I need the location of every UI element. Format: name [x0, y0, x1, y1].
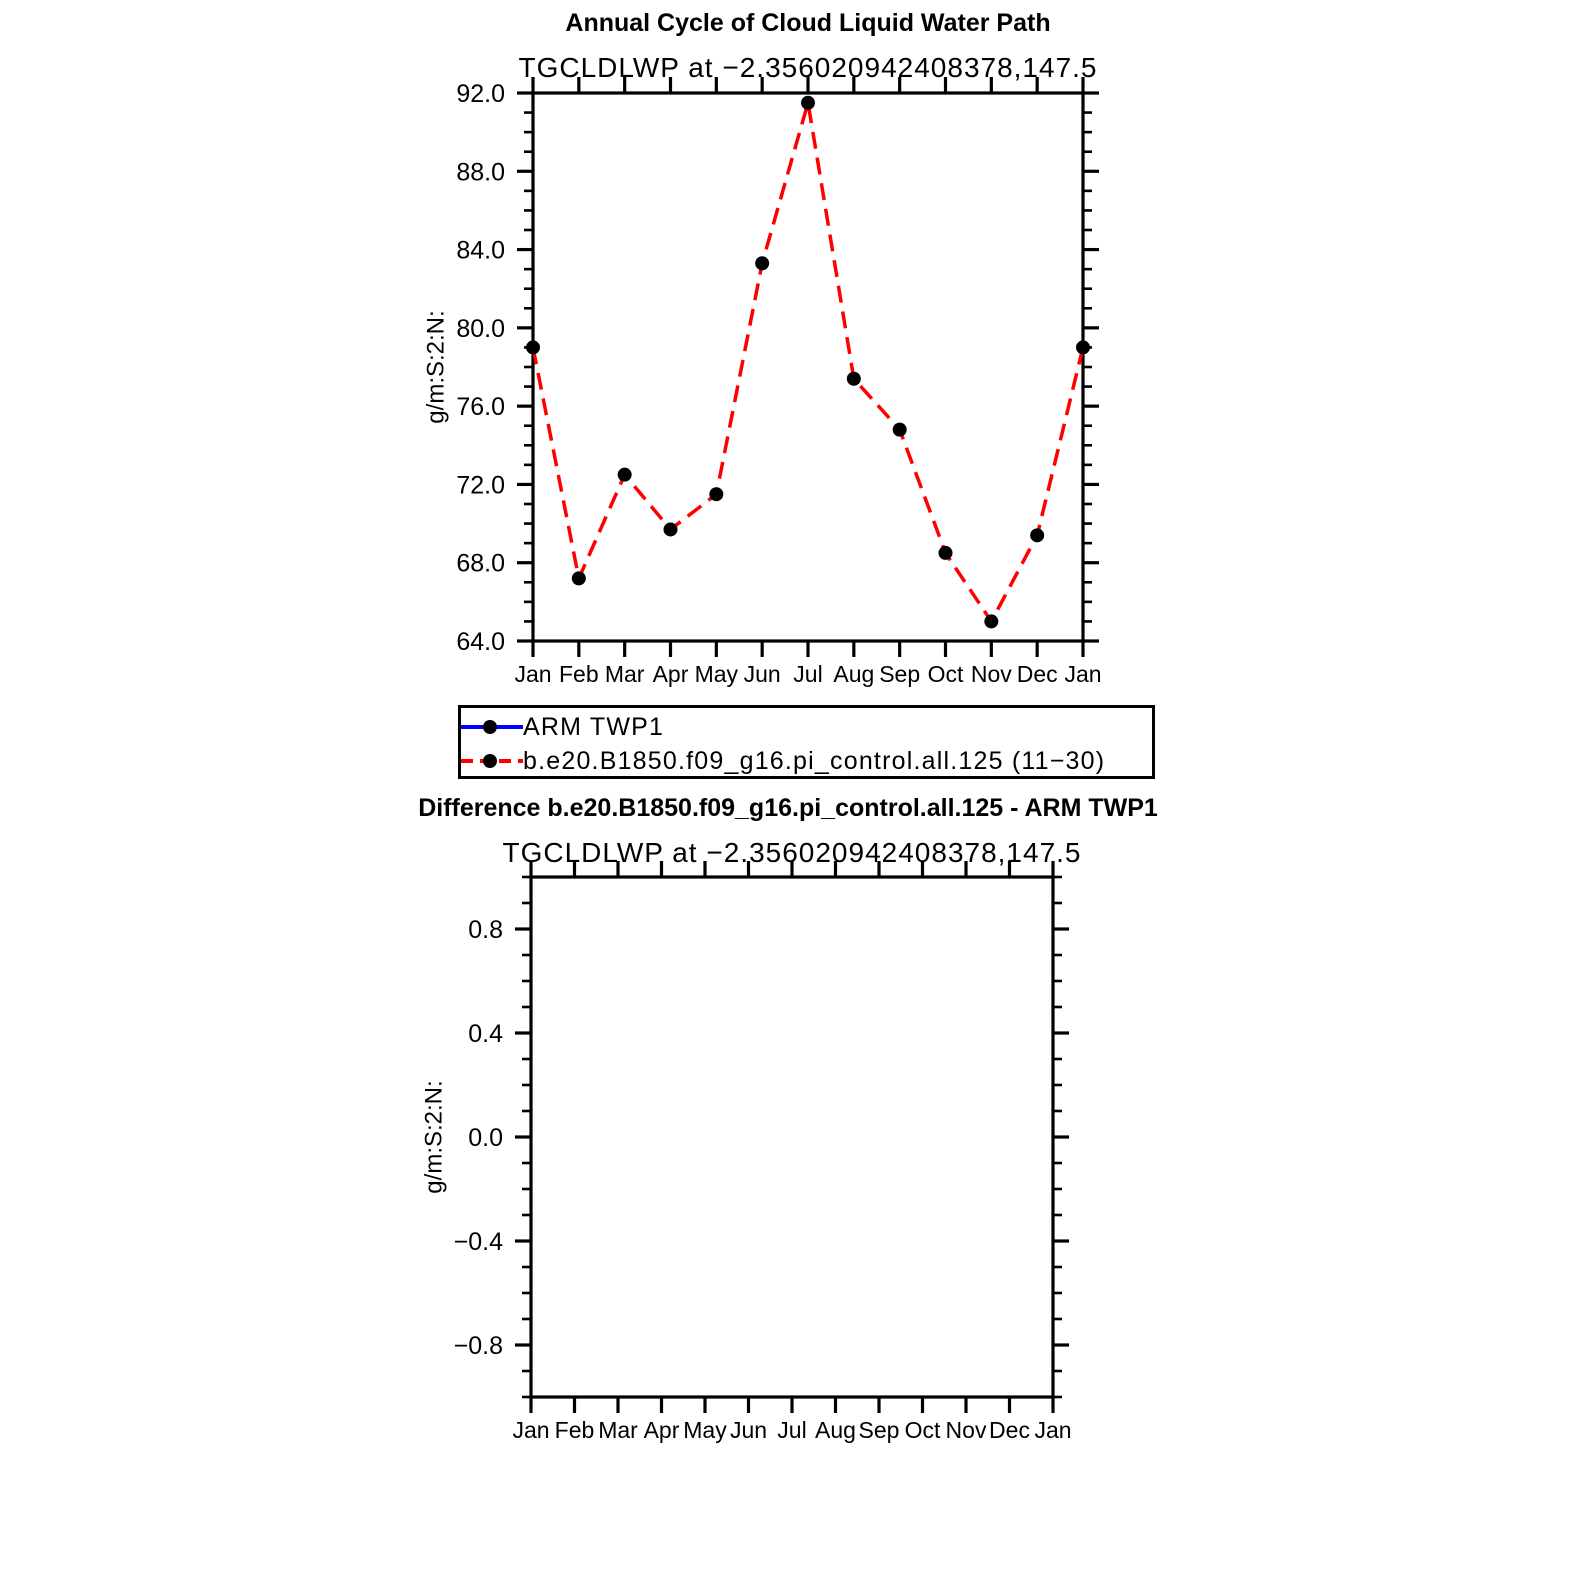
legend-marker-dot	[483, 754, 497, 768]
y-axis-title: g/m:S:2:N:	[420, 1080, 448, 1194]
series-marker-dot	[526, 340, 540, 354]
x-tick-label: Jan	[1064, 661, 1102, 687]
y-tick-label: 76.0	[456, 393, 505, 422]
x-tick-label: May	[694, 661, 739, 687]
legend-marker-dot	[483, 720, 497, 734]
x-tick-label: Aug	[833, 661, 875, 687]
series-marker-dot	[893, 423, 907, 437]
x-tick-label: Nov	[970, 661, 1012, 687]
series-marker-dot	[618, 468, 632, 482]
legend-entry-label: ARM TWP1	[523, 712, 665, 741]
difference-title: Difference b.e20.B1850.f09_g16.pi_control.all.125 - ARM TWP1	[418, 794, 1158, 822]
series-marker-dot	[755, 256, 769, 270]
x-tick-label: Jan	[512, 1417, 550, 1443]
y-tick-label: 0.0	[468, 1124, 503, 1152]
x-tick-label: Sep	[879, 661, 921, 687]
x-tick-label: Jul	[793, 661, 823, 687]
series-marker-dot	[847, 372, 861, 386]
x-tick-label: Jun	[729, 1417, 768, 1443]
legend-entry-label: b.e20.B1850.f09_g16.pi_control.all.125 (11−30)	[523, 746, 1106, 775]
y-tick-label: 0.8	[468, 916, 503, 944]
x-tick-label: Mar	[604, 661, 645, 687]
legend-line-sample	[461, 718, 523, 736]
x-tick-label: Jan	[514, 661, 552, 687]
x-tick-label: Sep	[858, 1417, 900, 1443]
x-tick-label: Apr	[643, 1417, 680, 1443]
series-marker-dot	[984, 614, 998, 628]
x-tick-label: Feb	[559, 661, 599, 687]
difference-subtitle: TGCLDLWP at −2.356020942408378,147.5	[502, 837, 1082, 868]
y-tick-label: 88.0	[456, 158, 505, 187]
x-tick-label: Dec	[989, 1417, 1030, 1443]
x-tick-label: Jul	[777, 1417, 807, 1443]
series-line	[533, 103, 1083, 622]
x-tick-label: Jun	[743, 661, 781, 687]
annual-cycle-plot	[423, 77, 1102, 687]
series-marker-dot	[1030, 528, 1044, 542]
x-tick-label: Apr	[652, 661, 689, 687]
y-tick-label: 72.0	[456, 471, 505, 500]
series-marker-dot	[939, 546, 953, 560]
legend-entry	[461, 744, 1152, 778]
x-tick-label: May	[683, 1417, 727, 1443]
y-tick-label: 0.4	[468, 1020, 503, 1048]
annual-cycle-title: Annual Cycle of Cloud Liquid Water Path	[565, 9, 1051, 37]
y-tick-label: −0.4	[453, 1228, 503, 1256]
x-tick-label: Dec	[1016, 661, 1058, 687]
plot-frame	[533, 93, 1083, 641]
legend	[458, 705, 1155, 779]
series-marker-dot	[664, 522, 678, 536]
x-tick-label: Feb	[554, 1417, 595, 1443]
series-marker-dot	[1076, 340, 1090, 354]
x-tick-label: Mar	[598, 1417, 638, 1443]
y-tick-label: 68.0	[456, 549, 505, 578]
y-tick-label: −0.8	[453, 1332, 503, 1360]
x-tick-label: Oct	[927, 661, 964, 687]
y-tick-label: 84.0	[456, 236, 505, 265]
y-axis-title: g/m:S:2:N:	[422, 310, 450, 424]
y-tick-label: 92.0	[456, 80, 505, 108]
x-tick-label: Oct	[904, 1417, 941, 1443]
difference-plot	[421, 861, 1072, 1443]
legend-entry	[461, 710, 1152, 744]
plot-frame	[531, 877, 1053, 1397]
series-marker-dot	[709, 487, 723, 501]
x-tick-label: Nov	[945, 1417, 987, 1443]
annual-cycle-subtitle: TGCLDLWP at −2.356020942408378,147.5	[518, 52, 1098, 83]
y-tick-label: 64.0	[456, 628, 505, 656]
y-tick-label: 80.0	[456, 314, 505, 343]
series-marker-dot	[801, 96, 815, 110]
series-marker-dot	[572, 571, 586, 585]
legend-line-sample	[461, 752, 523, 770]
x-tick-label: Jan	[1034, 1417, 1072, 1443]
x-tick-label: Aug	[815, 1417, 856, 1443]
